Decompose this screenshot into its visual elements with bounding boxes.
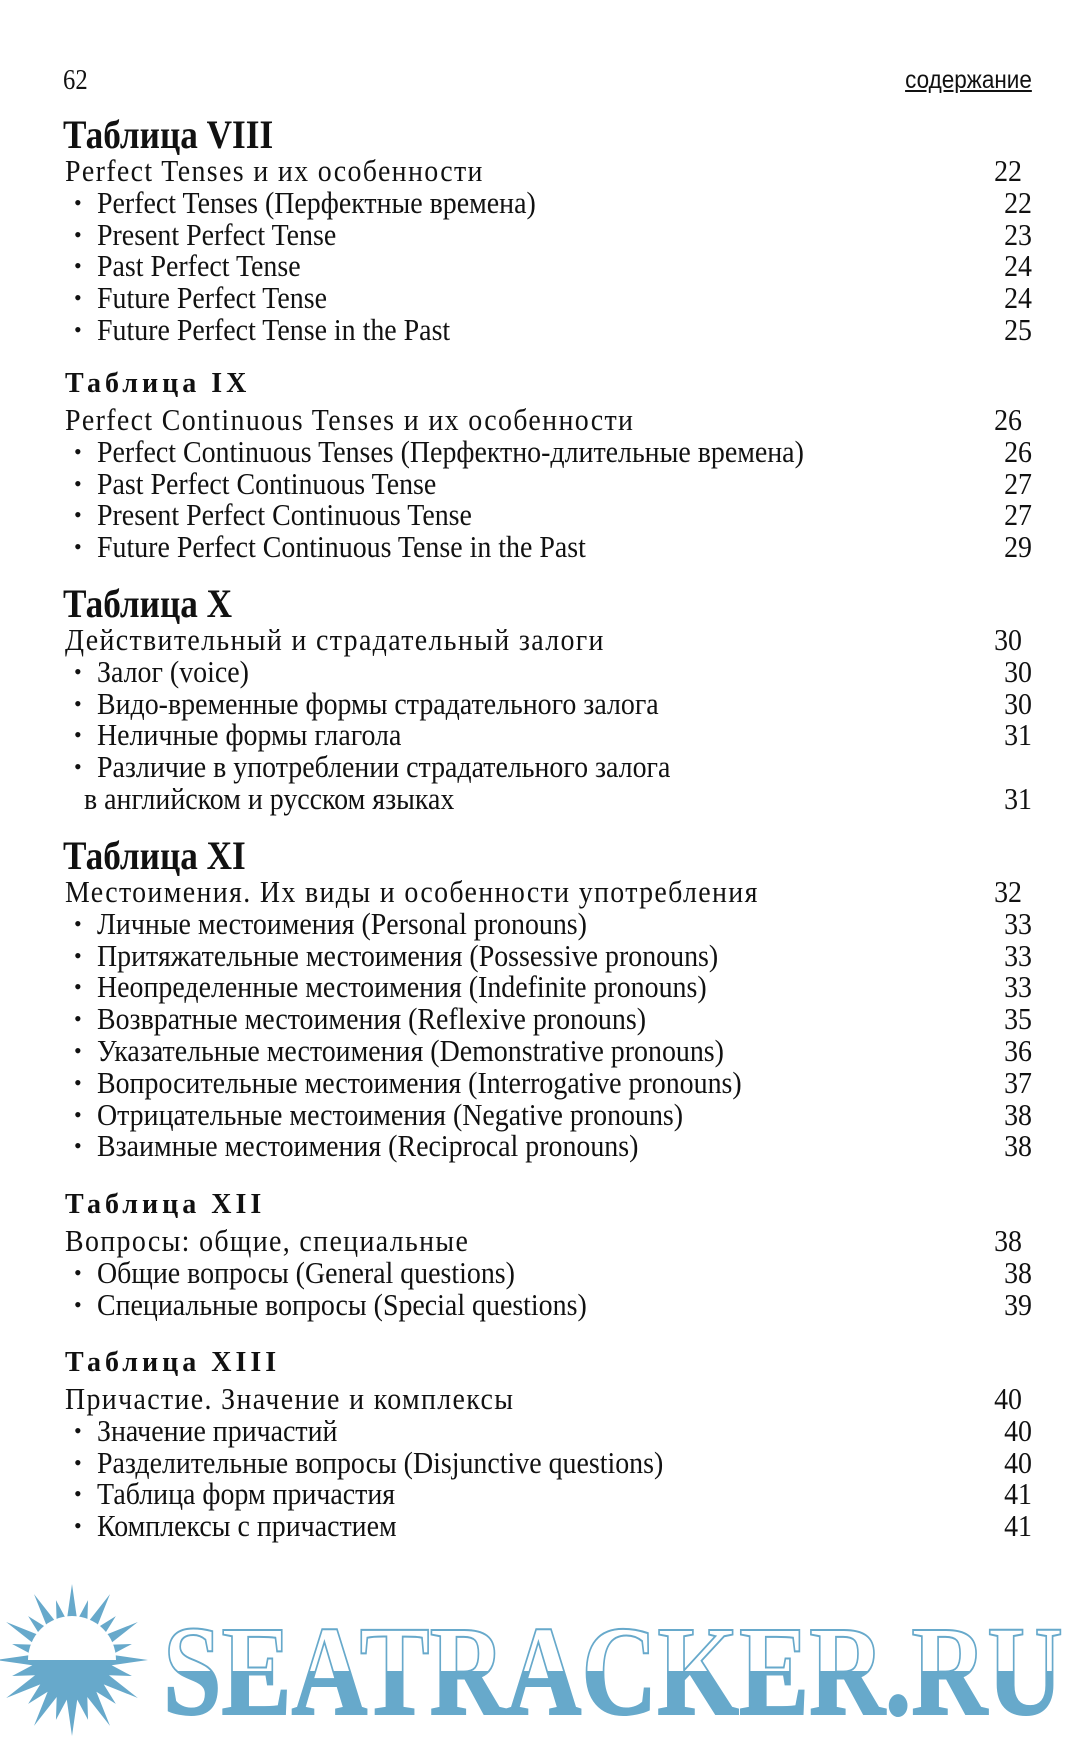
toc-item[interactable] (0, 1477, 1080, 1511)
entry-page: 37 (1004, 1064, 1032, 1100)
entry-title: Future Perfect Tense in the Past (97, 312, 451, 347)
entry-page: 38 (1004, 1128, 1032, 1164)
bullet-icon: • (74, 1291, 82, 1317)
toc-item[interactable] (0, 281, 1080, 315)
toc-section-entry[interactable] (0, 403, 1080, 437)
bullet-icon: • (74, 722, 82, 748)
entry-title: Perfect Tenses (Перфектные времена) (97, 184, 536, 220)
entry-page: 30 (1004, 685, 1032, 721)
toc-section-entry[interactable] (0, 1382, 1080, 1416)
entry-title: Действительный и страдательный залоги (65, 622, 605, 657)
entry-page: 26 (994, 402, 1022, 437)
toc-item[interactable] (0, 655, 1080, 689)
entry-title: Future Perfect Continuous Tense in the Past (97, 529, 586, 565)
entry-title: Вопросы: общие, специальные (65, 1223, 470, 1258)
entry-page: 38 (1004, 1096, 1032, 1132)
bullet-icon: • (74, 754, 82, 780)
bullet-icon: • (74, 1481, 82, 1507)
entry-page: 24 (1004, 248, 1032, 284)
watermark-logo (0, 1582, 1080, 1738)
toc-item[interactable] (0, 1098, 1080, 1132)
table-heading: Таблица IX (65, 368, 251, 399)
entry-title: Past Perfect Continuous Tense (97, 465, 437, 501)
page-number: 62 (63, 64, 88, 96)
entry-title: Специальные вопросы (Special questions) (97, 1286, 587, 1322)
toc-item[interactable] (0, 687, 1080, 721)
bullet-icon: • (74, 1449, 82, 1475)
entry-title: в английском и русском языках (84, 781, 455, 816)
watermark-text: SEATRACKER.RU (163, 1600, 1063, 1738)
entry-title: Present Perfect Tense (97, 216, 337, 252)
entry-title: Perfect Continuous Tenses и их особенности (65, 402, 635, 437)
entry-title: Future Perfect Tense (97, 280, 327, 316)
entry-page: 32 (994, 874, 1022, 909)
entry-page: 30 (1004, 653, 1032, 689)
toc-item[interactable] (0, 1446, 1080, 1480)
entry-page: 24 (1004, 280, 1032, 316)
bullet-icon: • (74, 1038, 82, 1063)
toc-section-entry[interactable] (0, 623, 1080, 657)
entry-title: Вопросительные местоимения (Interrogative pronouns) (97, 1064, 742, 1100)
toc-item[interactable] (0, 313, 1080, 347)
bullet-icon: • (74, 910, 82, 936)
entry-page: 27 (1004, 465, 1032, 501)
toc-item[interactable] (0, 186, 1080, 220)
toc-item[interactable] (0, 1034, 1080, 1068)
entry-title: Личные местоимения (Personal pronouns) (97, 905, 587, 941)
entry-title: Неличные формы глагола (97, 717, 402, 753)
bullet-icon: • (74, 974, 82, 1000)
toc-item[interactable] (0, 467, 1080, 501)
entry-page: 38 (994, 1223, 1022, 1258)
table-heading: Таблица XII (65, 1189, 266, 1220)
toc-item[interactable] (0, 970, 1080, 1004)
entry-page: 35 (1004, 1001, 1032, 1037)
toc-item[interactable] (0, 939, 1080, 973)
entry-page: 40 (1004, 1444, 1032, 1480)
bullet-icon: • (74, 1259, 82, 1285)
entry-title: Perfect Continuous Tenses (Перфектно-длительные времена) (97, 433, 804, 469)
bullet-icon: • (74, 438, 82, 464)
toc-item[interactable] (0, 435, 1080, 469)
entry-title: Present Perfect Continuous Tense (97, 497, 472, 533)
entry-page: 33 (1004, 905, 1032, 941)
bullet-icon: • (74, 1101, 82, 1127)
bullet-icon: • (74, 502, 82, 528)
toc-item[interactable] (0, 530, 1080, 564)
entry-page: 41 (1004, 1476, 1032, 1512)
bullet-icon: • (74, 690, 82, 716)
entry-page: 23 (1004, 216, 1032, 252)
toc-item[interactable] (0, 907, 1080, 941)
entry-title: Общие вопросы (General questions) (97, 1254, 515, 1290)
bullet-icon: • (74, 1133, 82, 1159)
toc-item[interactable] (0, 750, 1080, 784)
entry-page: 38 (1004, 1254, 1032, 1290)
bullet-icon: • (74, 189, 82, 215)
bullet-icon: • (74, 1417, 82, 1443)
entry-title: Значение причастий (97, 1412, 338, 1448)
entry-page: 30 (994, 622, 1022, 657)
entry-title: Разделительные вопросы (Disjunctive questions) (97, 1444, 664, 1480)
toc-item[interactable] (0, 782, 1080, 816)
entry-page: 33 (1004, 969, 1032, 1005)
bullet-icon: • (74, 1006, 82, 1032)
bullet-icon: • (74, 253, 82, 279)
entry-title: Past Perfect Tense (97, 248, 301, 284)
table-heading: Таблица X (63, 581, 233, 626)
entry-page: 27 (1004, 497, 1032, 533)
entry-page: 25 (1004, 312, 1032, 347)
entry-page: 39 (1004, 1286, 1032, 1322)
bullet-icon: • (74, 942, 82, 968)
table-heading: Таблица XI (63, 833, 246, 878)
entry-page: 22 (994, 153, 1022, 188)
contents-link[interactable]: содержание (905, 66, 1032, 94)
entry-page: 22 (1004, 184, 1032, 220)
entry-title: Залог (voice) (97, 653, 249, 689)
toc-section-entry[interactable] (0, 154, 1080, 188)
toc-item[interactable] (0, 1414, 1080, 1448)
entry-page: 31 (1004, 781, 1032, 816)
toc-item[interactable] (0, 1129, 1080, 1163)
entry-page: 40 (994, 1381, 1022, 1416)
toc-item[interactable] (0, 718, 1080, 752)
entry-page: 29 (1004, 529, 1032, 565)
bullet-icon: • (74, 1513, 82, 1539)
bullet-icon: • (74, 470, 82, 496)
entry-title: Возвратные местоимения (Reflexive pronouns) (97, 1001, 646, 1037)
toc-section-entry[interactable] (0, 875, 1080, 909)
toc-item[interactable] (0, 1066, 1080, 1100)
toc-item[interactable] (0, 249, 1080, 283)
entry-title: Perfect Tenses и их особенности (65, 153, 484, 188)
table-heading: Таблица VIII (63, 112, 274, 157)
bullet-icon: • (74, 285, 82, 311)
entry-title: Комплексы с причастием (97, 1508, 397, 1544)
toc-item[interactable] (0, 498, 1080, 532)
entry-page: 41 (1004, 1508, 1032, 1544)
bullet-icon: • (74, 221, 82, 247)
entry-title: Отрицательные местоимения (Negative pronouns) (97, 1096, 684, 1132)
sun-icon (0, 1584, 148, 1736)
entry-page: 26 (1004, 433, 1032, 469)
entry-title: Неопределенные местоимения (Indefinite pronouns) (97, 969, 707, 1005)
entry-title: Причастие. Значение и комплексы (65, 1381, 515, 1416)
entry-title: Видо-временные формы страдательного залога (97, 685, 659, 721)
toc-item[interactable] (0, 1288, 1080, 1322)
bullet-icon: • (74, 658, 82, 684)
bullet-icon: • (74, 534, 82, 560)
entry-title: Указательные местоимения (Demonstrative pronouns) (97, 1033, 724, 1068)
entry-page: 33 (1004, 937, 1032, 973)
entry-title: Различие в употреблении страдательного залога (97, 749, 671, 785)
bullet-icon: • (74, 317, 82, 342)
entry-title: Таблица форм причастия (97, 1476, 396, 1512)
bullet-icon: • (74, 1069, 82, 1095)
toc-item[interactable] (0, 218, 1080, 252)
toc-item[interactable] (0, 1002, 1080, 1036)
entry-page: 40 (1004, 1412, 1032, 1448)
entry-title: Притяжательные местоимения (Possessive pronouns) (97, 937, 719, 973)
entry-page: 31 (1004, 717, 1032, 753)
toc-item[interactable] (0, 1509, 1080, 1543)
table-heading: Таблица XIII (65, 1347, 281, 1378)
toc-item[interactable] (0, 1256, 1080, 1290)
toc-section-entry[interactable] (0, 1224, 1080, 1258)
entry-title: Взаимные местоимения (Reciprocal pronouns) (97, 1128, 639, 1164)
entry-page: 36 (1004, 1033, 1032, 1068)
entry-title: Местоимения. Их виды и особенности употребления (65, 874, 759, 909)
